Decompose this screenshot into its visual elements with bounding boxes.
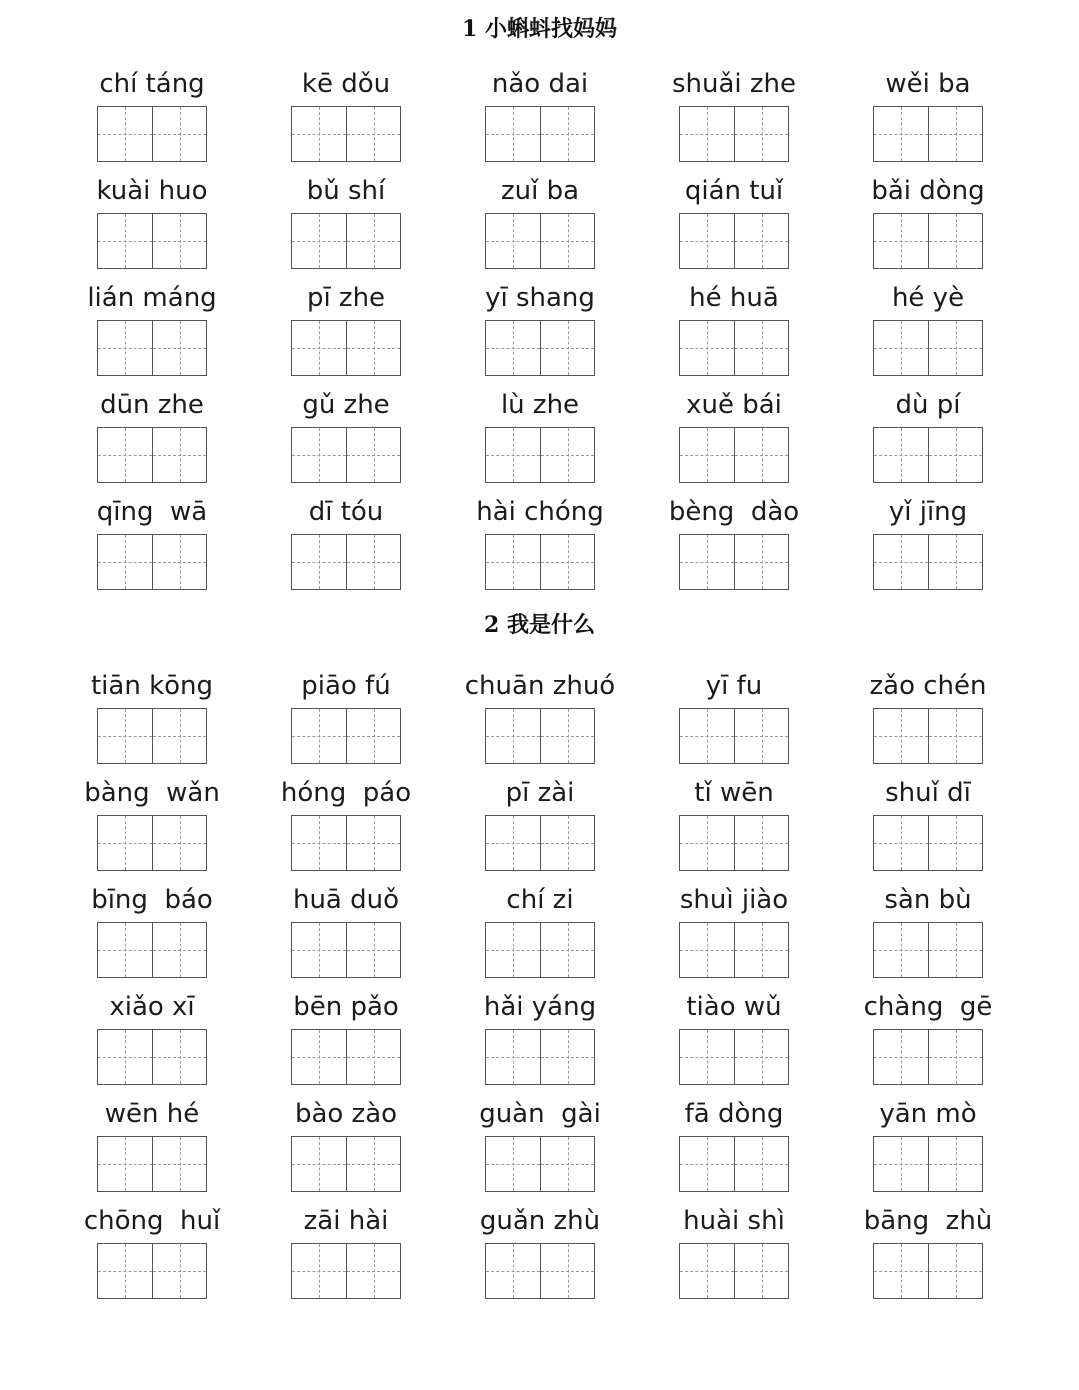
pinyin-label: gǔ zhe [302,390,390,420]
pinyin-label: dūn zhe [100,390,204,420]
tianzige-cell[interactable] [98,107,152,161]
section-title-2: 2 我是什么 [484,612,595,638]
tianzige-cell[interactable] [928,816,982,870]
writing-box[interactable] [679,427,789,483]
writing-box[interactable] [873,708,983,764]
word-item [443,64,637,171]
writing-box[interactable] [873,1029,983,1085]
writing-box[interactable] [679,1136,789,1192]
word-item [637,987,831,1094]
tianzige-cell[interactable] [152,321,206,375]
word-item [55,171,249,278]
pinyin-label: bǔ shí [306,176,386,206]
tianzige-cell[interactable] [680,428,734,482]
tianzige-cell[interactable] [98,1137,152,1191]
word-item [55,666,249,773]
word-item [831,880,1025,987]
word-item [831,64,1025,171]
word-item [831,492,1025,599]
tianzige-cell[interactable] [152,816,206,870]
writing-box[interactable] [873,1243,983,1299]
tianzige-cell[interactable] [680,1030,734,1084]
tianzige-cell[interactable] [292,816,346,870]
writing-box[interactable] [97,815,207,871]
tianzige-cell[interactable] [928,321,982,375]
word-item [637,385,831,492]
tianzige-cell[interactable] [486,1137,540,1191]
word-item [637,880,831,987]
writing-box[interactable] [873,427,983,483]
writing-box[interactable] [679,1029,789,1085]
writing-box[interactable] [97,320,207,376]
tianzige-cell[interactable] [540,214,594,268]
tianzige-cell[interactable] [292,1244,346,1298]
tianzige-cell[interactable] [874,1244,928,1298]
tianzige-cell[interactable] [928,107,982,161]
tianzige-cell[interactable] [346,1030,400,1084]
tianzige-cell[interactable] [346,923,400,977]
word-item [443,385,637,492]
word-grid-2 [55,666,1025,1308]
tianzige-cell[interactable] [540,107,594,161]
tianzige-cell[interactable] [734,107,788,161]
word-item [443,666,637,773]
word-item [249,773,443,880]
pinyin-label: bèng dào [668,497,800,527]
word-item [55,1201,249,1308]
word-item [831,1094,1025,1201]
tianzige-cell[interactable] [152,1030,206,1084]
writing-box[interactable] [485,922,595,978]
word-item [637,773,831,880]
pinyin-label: dù pí [895,390,961,420]
writing-box[interactable] [97,106,207,162]
pinyin-label: bāng zhù [863,1206,993,1236]
tianzige-cell[interactable] [292,1030,346,1084]
tianzige-cell[interactable] [874,321,928,375]
word-item [249,171,443,278]
writing-box[interactable] [679,708,789,764]
section-title-1: 1 小蝌蚪找妈妈 [462,16,617,42]
pinyin-label: hóng páo [280,778,412,808]
tianzige-cell[interactable] [540,709,594,763]
word-item [55,987,249,1094]
pinyin-label: nǎo dai [491,69,589,99]
writing-box[interactable] [485,1243,595,1299]
tianzige-cell[interactable] [486,321,540,375]
pinyin-label: kē dǒu [301,69,391,99]
tianzige-cell[interactable] [152,1244,206,1298]
tianzige-cell[interactable] [152,107,206,161]
writing-box[interactable] [291,427,401,483]
writing-box[interactable] [679,320,789,376]
writing-box[interactable] [679,815,789,871]
tianzige-cell[interactable] [98,1244,152,1298]
pinyin-label: chàng gē [863,992,993,1022]
writing-box[interactable] [873,213,983,269]
pinyin-label: xuě bái [686,390,782,420]
tianzige-cell[interactable] [346,107,400,161]
pinyin-label: hé yè [891,283,965,313]
pinyin-label: shuǎi zhe [671,69,797,99]
tianzige-cell[interactable] [152,214,206,268]
word-item [443,880,637,987]
writing-box[interactable] [485,1136,595,1192]
pinyin-label: lián máng [87,283,217,313]
pinyin-label: shuì jiào [679,885,789,915]
writing-box[interactable] [679,922,789,978]
tianzige-cell[interactable] [98,709,152,763]
writing-box[interactable] [291,1029,401,1085]
writing-box[interactable] [485,213,595,269]
writing-box[interactable] [679,213,789,269]
word-item [637,1201,831,1308]
tianzige-cell[interactable] [98,816,152,870]
tianzige-cell[interactable] [346,1244,400,1298]
word-item [249,1094,443,1201]
pinyin-label: hǎi yáng [483,992,597,1022]
tianzige-cell[interactable] [540,816,594,870]
tianzige-cell[interactable] [540,428,594,482]
writing-box[interactable] [485,320,595,376]
word-item [637,171,831,278]
tianzige-cell[interactable] [734,1244,788,1298]
tianzige-cell[interactable] [486,709,540,763]
writing-box[interactable] [485,815,595,871]
tianzige-cell[interactable] [734,709,788,763]
tianzige-cell[interactable] [292,709,346,763]
tianzige-cell[interactable] [486,816,540,870]
writing-box[interactable] [97,922,207,978]
word-item [637,1094,831,1201]
tianzige-cell[interactable] [928,1244,982,1298]
pinyin-label: pī zài [505,778,575,808]
tianzige-cell[interactable] [874,816,928,870]
tianzige-cell[interactable] [874,923,928,977]
pinyin-label: huā duǒ [292,885,400,915]
writing-box[interactable] [291,106,401,162]
word-item [249,880,443,987]
writing-box[interactable] [873,320,983,376]
tianzige-cell[interactable] [540,1244,594,1298]
tianzige-cell[interactable] [346,321,400,375]
tianzige-cell[interactable] [874,709,928,763]
writing-box[interactable] [291,534,401,590]
writing-box[interactable] [291,922,401,978]
pinyin-label: shuǐ dī [885,778,971,808]
tianzige-cell[interactable] [928,1030,982,1084]
tianzige-cell[interactable] [680,709,734,763]
word-item [55,880,249,987]
tianzige-cell[interactable] [734,214,788,268]
tianzige-cell[interactable] [98,321,152,375]
tianzige-cell[interactable] [346,428,400,482]
tianzige-cell[interactable] [680,321,734,375]
tianzige-cell[interactable] [734,535,788,589]
tianzige-cell[interactable] [486,1030,540,1084]
tianzige-cell[interactable] [98,923,152,977]
pinyin-label: zuǐ ba [500,176,580,206]
tianzige-cell[interactable] [540,321,594,375]
tianzige-cell[interactable] [486,428,540,482]
tianzige-cell[interactable] [346,535,400,589]
word-item [831,385,1025,492]
word-item [637,492,831,599]
writing-box[interactable] [97,534,207,590]
writing-box[interactable] [97,1136,207,1192]
word-item [637,278,831,385]
tianzige-cell[interactable] [486,107,540,161]
tianzige-cell[interactable] [680,923,734,977]
pinyin-label: bǎi dòng [871,176,985,206]
tianzige-cell[interactable] [874,107,928,161]
pinyin-label: chí zi [506,885,574,915]
word-item [55,385,249,492]
word-item [55,64,249,171]
tianzige-cell[interactable] [680,1137,734,1191]
tianzige-cell[interactable] [928,1137,982,1191]
tianzige-cell[interactable] [928,923,982,977]
pinyin-label: yān mò [879,1099,977,1129]
tianzige-cell[interactable] [680,816,734,870]
pinyin-label: lù zhe [500,390,580,420]
writing-box[interactable] [873,922,983,978]
pinyin-label: sàn bù [884,885,972,915]
word-item [637,666,831,773]
writing-box[interactable] [291,1243,401,1299]
pinyin-label: guàn gài [479,1099,601,1129]
word-item [443,773,637,880]
pinyin-label: chí táng [99,69,205,99]
pinyin-label: zǎo chén [869,671,987,701]
word-item [831,1201,1025,1308]
writing-box[interactable] [291,320,401,376]
writing-box[interactable] [485,534,595,590]
word-item [443,1094,637,1201]
word-item [831,171,1025,278]
pinyin-label: pī zhe [306,283,386,313]
tianzige-cell[interactable] [874,1137,928,1191]
writing-box[interactable] [873,815,983,871]
pinyin-label: hé huā [689,283,779,313]
writing-box[interactable] [97,708,207,764]
tianzige-cell[interactable] [734,321,788,375]
tianzige-cell[interactable] [540,923,594,977]
writing-box[interactable] [679,1243,789,1299]
writing-box[interactable] [97,1243,207,1299]
pinyin-label: yǐ jīng [888,497,968,527]
tianzige-cell[interactable] [152,535,206,589]
writing-box[interactable] [873,1136,983,1192]
tianzige-cell[interactable] [152,709,206,763]
pinyin-label: qián tuǐ [684,176,784,206]
pinyin-label: bēn pǎo [293,992,399,1022]
pinyin-label: yī fu [705,671,763,701]
writing-box[interactable] [873,106,983,162]
tianzige-cell[interactable] [292,428,346,482]
writing-box[interactable] [485,1029,595,1085]
tianzige-cell[interactable] [346,709,400,763]
word-item [55,773,249,880]
word-item [443,492,637,599]
word-item [249,1201,443,1308]
tianzige-cell[interactable] [874,535,928,589]
writing-box[interactable] [291,815,401,871]
pinyin-label: guǎn zhù [479,1206,601,1236]
pinyin-label: tǐ wēn [694,778,774,808]
tianzige-cell[interactable] [292,1137,346,1191]
tianzige-cell[interactable] [98,535,152,589]
tianzige-cell[interactable] [928,428,982,482]
pinyin-label: xiǎo xī [109,992,195,1022]
tianzige-cell[interactable] [540,1030,594,1084]
pinyin-label: chuān zhuó [464,671,616,701]
tianzige-cell[interactable] [734,1030,788,1084]
word-grid-1 [55,64,1025,599]
word-item [831,987,1025,1094]
writing-box[interactable] [679,106,789,162]
tianzige-cell[interactable] [292,535,346,589]
word-item [249,64,443,171]
pinyin-label: hài chóng [476,497,604,527]
tianzige-cell[interactable] [292,923,346,977]
tianzige-cell[interactable] [152,1137,206,1191]
word-item [249,666,443,773]
pinyin-label: kuài huo [96,176,208,206]
tianzige-cell[interactable] [734,1137,788,1191]
word-item [55,278,249,385]
writing-box[interactable] [485,427,595,483]
tianzige-cell[interactable] [486,923,540,977]
tianzige-cell[interactable] [98,428,152,482]
pinyin-label: yī shang [485,283,595,313]
pinyin-label: wēn hé [104,1099,200,1129]
tianzige-cell[interactable] [734,923,788,977]
writing-box[interactable] [485,708,595,764]
writing-box[interactable] [485,106,595,162]
tianzige-cell[interactable] [680,214,734,268]
writing-box[interactable] [291,1136,401,1192]
tianzige-cell[interactable] [540,535,594,589]
word-item [55,492,249,599]
tianzige-cell[interactable] [928,214,982,268]
tianzige-cell[interactable] [540,1137,594,1191]
pinyin-label: qīng wā [96,497,208,527]
pinyin-label: wěi ba [885,69,971,99]
tianzige-cell[interactable] [346,1137,400,1191]
pinyin-label: bào zào [294,1099,398,1129]
word-item [831,278,1025,385]
tianzige-cell[interactable] [486,535,540,589]
tianzige-cell[interactable] [928,709,982,763]
tianzige-cell[interactable] [346,816,400,870]
pinyin-label: fā dòng [684,1099,784,1129]
writing-box[interactable] [291,213,401,269]
tianzige-cell[interactable] [292,321,346,375]
tianzige-cell[interactable] [292,214,346,268]
word-item [443,1201,637,1308]
word-item [831,666,1025,773]
tianzige-cell[interactable] [152,428,206,482]
pinyin-label: chōng huǐ [83,1206,221,1236]
tianzige-cell[interactable] [98,1030,152,1084]
pinyin-label: tiào wǔ [686,992,782,1022]
tianzige-cell[interactable] [928,535,982,589]
tianzige-cell[interactable] [874,214,928,268]
pinyin-label: bīng báo [91,885,213,915]
word-item [249,385,443,492]
tianzige-cell[interactable] [292,107,346,161]
tianzige-cell[interactable] [486,1244,540,1298]
word-item [637,64,831,171]
tianzige-cell[interactable] [874,1030,928,1084]
writing-box[interactable] [873,534,983,590]
word-item [443,987,637,1094]
pinyin-label: dī tóu [308,497,384,527]
tianzige-cell[interactable] [874,428,928,482]
pinyin-label: bàng wǎn [84,778,220,808]
word-item [55,1094,249,1201]
tianzige-cell[interactable] [734,816,788,870]
word-item [249,278,443,385]
tianzige-cell[interactable] [680,107,734,161]
tianzige-cell[interactable] [98,214,152,268]
tianzige-cell[interactable] [346,214,400,268]
pinyin-label: piāo fú [301,671,391,701]
tianzige-cell[interactable] [680,535,734,589]
tianzige-cell[interactable] [486,214,540,268]
word-item [443,278,637,385]
writing-box[interactable] [97,213,207,269]
writing-box[interactable] [679,534,789,590]
writing-box[interactable] [97,1029,207,1085]
word-item [443,171,637,278]
pinyin-label: zāi hài [303,1206,389,1236]
writing-box[interactable] [291,708,401,764]
tianzige-cell[interactable] [734,428,788,482]
word-item [249,987,443,1094]
pinyin-label: huài shì [683,1206,785,1236]
pinyin-label: tiān kōng [90,671,214,701]
tianzige-cell[interactable] [152,923,206,977]
word-item [831,773,1025,880]
word-item [249,492,443,599]
writing-box[interactable] [97,427,207,483]
tianzige-cell[interactable] [680,1244,734,1298]
